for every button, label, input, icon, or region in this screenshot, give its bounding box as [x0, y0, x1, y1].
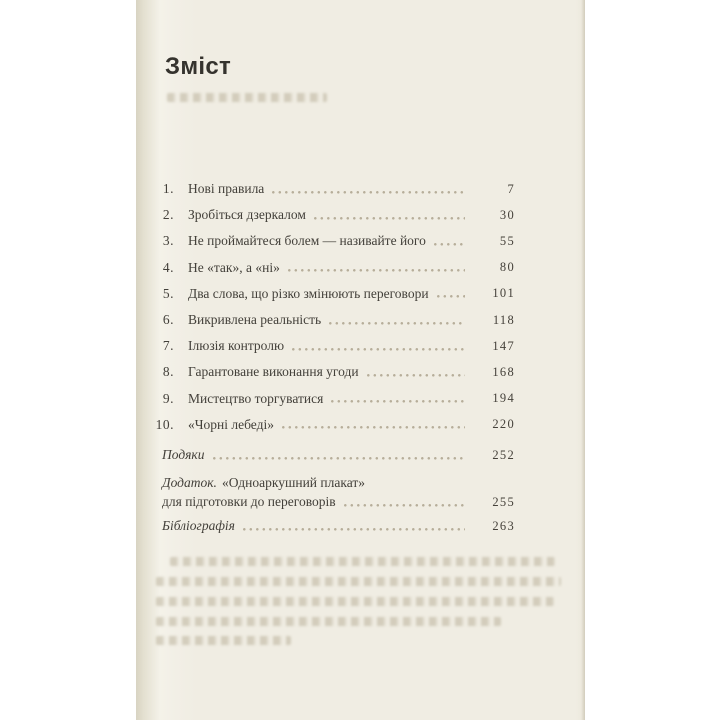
- chapter-page-number: 80: [499, 260, 515, 275]
- chapter-number: 7.: [162, 338, 174, 354]
- chapter-page-number: 101: [492, 286, 515, 301]
- toc-entry: [136, 255, 585, 281]
- dot-leader: [282, 426, 465, 429]
- chapter-number: 2.: [162, 207, 174, 223]
- dot-leader: [213, 457, 466, 460]
- chapter-page-number: 118: [492, 312, 515, 327]
- dot-leader: [292, 348, 465, 351]
- chapter-title: Нові правила: [188, 181, 265, 197]
- dot-leader: [344, 504, 465, 507]
- chapter-title: Мистецтво торгуватися: [188, 390, 324, 406]
- chapter-title: «Чорні лебеді»: [188, 416, 274, 432]
- chapter-page-number: 147: [492, 338, 515, 353]
- backmatter-appendix-line2: [162, 494, 585, 510]
- ghost-text-line: [156, 597, 554, 606]
- dot-leader: [367, 374, 465, 377]
- chapter-page-number: 168: [492, 364, 515, 379]
- chapter-title: Зробіться дзеркалом: [188, 207, 306, 223]
- chapter-title: Викривлена реальність: [188, 312, 322, 328]
- dot-leader: [314, 217, 465, 220]
- backmatter-label-wrap: для підготовки до переговорів: [162, 494, 336, 509]
- ghost-text-line: [167, 93, 327, 102]
- toc-entry: [136, 202, 585, 228]
- toc-entry: [136, 228, 585, 254]
- backmatter-page-number: 255: [492, 494, 515, 509]
- dot-leader: [243, 528, 465, 531]
- toc-entry: [136, 176, 585, 202]
- ghost-text-line: [156, 577, 561, 586]
- toc-entry: [136, 281, 585, 307]
- chapter-number: 4.: [162, 259, 174, 275]
- toc-entry: [136, 333, 585, 359]
- backmatter-label: Подяки: [162, 447, 205, 462]
- chapter-title: Два слова, що різко змінюють переговори: [188, 285, 429, 301]
- chapter-number: 9.: [162, 390, 174, 406]
- backmatter-page-number: 263: [492, 518, 515, 533]
- chapter-page-number: 220: [492, 417, 515, 432]
- chapter-number: 8.: [162, 364, 174, 380]
- chapter-title: Гарантоване виконання угоди: [188, 364, 359, 380]
- chapter-number: 5.: [162, 285, 174, 301]
- ghost-text-line: [170, 557, 555, 566]
- toc-entry: [136, 412, 585, 438]
- dot-leader: [288, 269, 465, 272]
- chapter-number: 3.: [162, 233, 174, 249]
- chapter-page-number: 30: [499, 207, 515, 222]
- chapter-title: Не проймайтеся болем — називайте його: [188, 233, 426, 249]
- toc-entry: [136, 386, 585, 412]
- backmatter-label: Додаток.: [162, 475, 217, 490]
- backmatter-appendix-line1: [162, 475, 585, 491]
- backmatter-acknowledgments: [162, 447, 585, 463]
- backmatter-page-number: 252: [492, 447, 515, 462]
- dot-leader: [331, 400, 465, 403]
- chapter-number: 10.: [155, 416, 174, 432]
- chapter-page-number: 7: [507, 181, 515, 196]
- book-page: [136, 0, 585, 720]
- chapter-number: 1.: [162, 181, 174, 197]
- chapter-title: Не «так», а «ні»: [188, 259, 280, 275]
- page-title: Зміст: [165, 53, 232, 80]
- dot-leader: [437, 295, 465, 298]
- chapter-page-number: 194: [492, 391, 515, 406]
- backmatter-label: Бібліографія: [162, 518, 235, 533]
- table-of-contents: [136, 176, 585, 438]
- backmatter-bibliography: [162, 518, 585, 534]
- ghost-text-line: [156, 636, 291, 645]
- chapter-page-number: 55: [499, 233, 515, 248]
- dot-leader: [272, 191, 465, 194]
- toc-entry: [136, 307, 585, 333]
- ghost-text-line: [156, 617, 501, 626]
- dot-leader: [434, 243, 465, 246]
- chapter-title: Ілюзія контролю: [188, 338, 285, 354]
- toc-entry: [136, 359, 585, 385]
- dot-leader: [329, 322, 465, 325]
- backmatter-label-rest: «Одноаркушний плакат»: [221, 475, 366, 490]
- chapter-number: 6.: [162, 312, 174, 328]
